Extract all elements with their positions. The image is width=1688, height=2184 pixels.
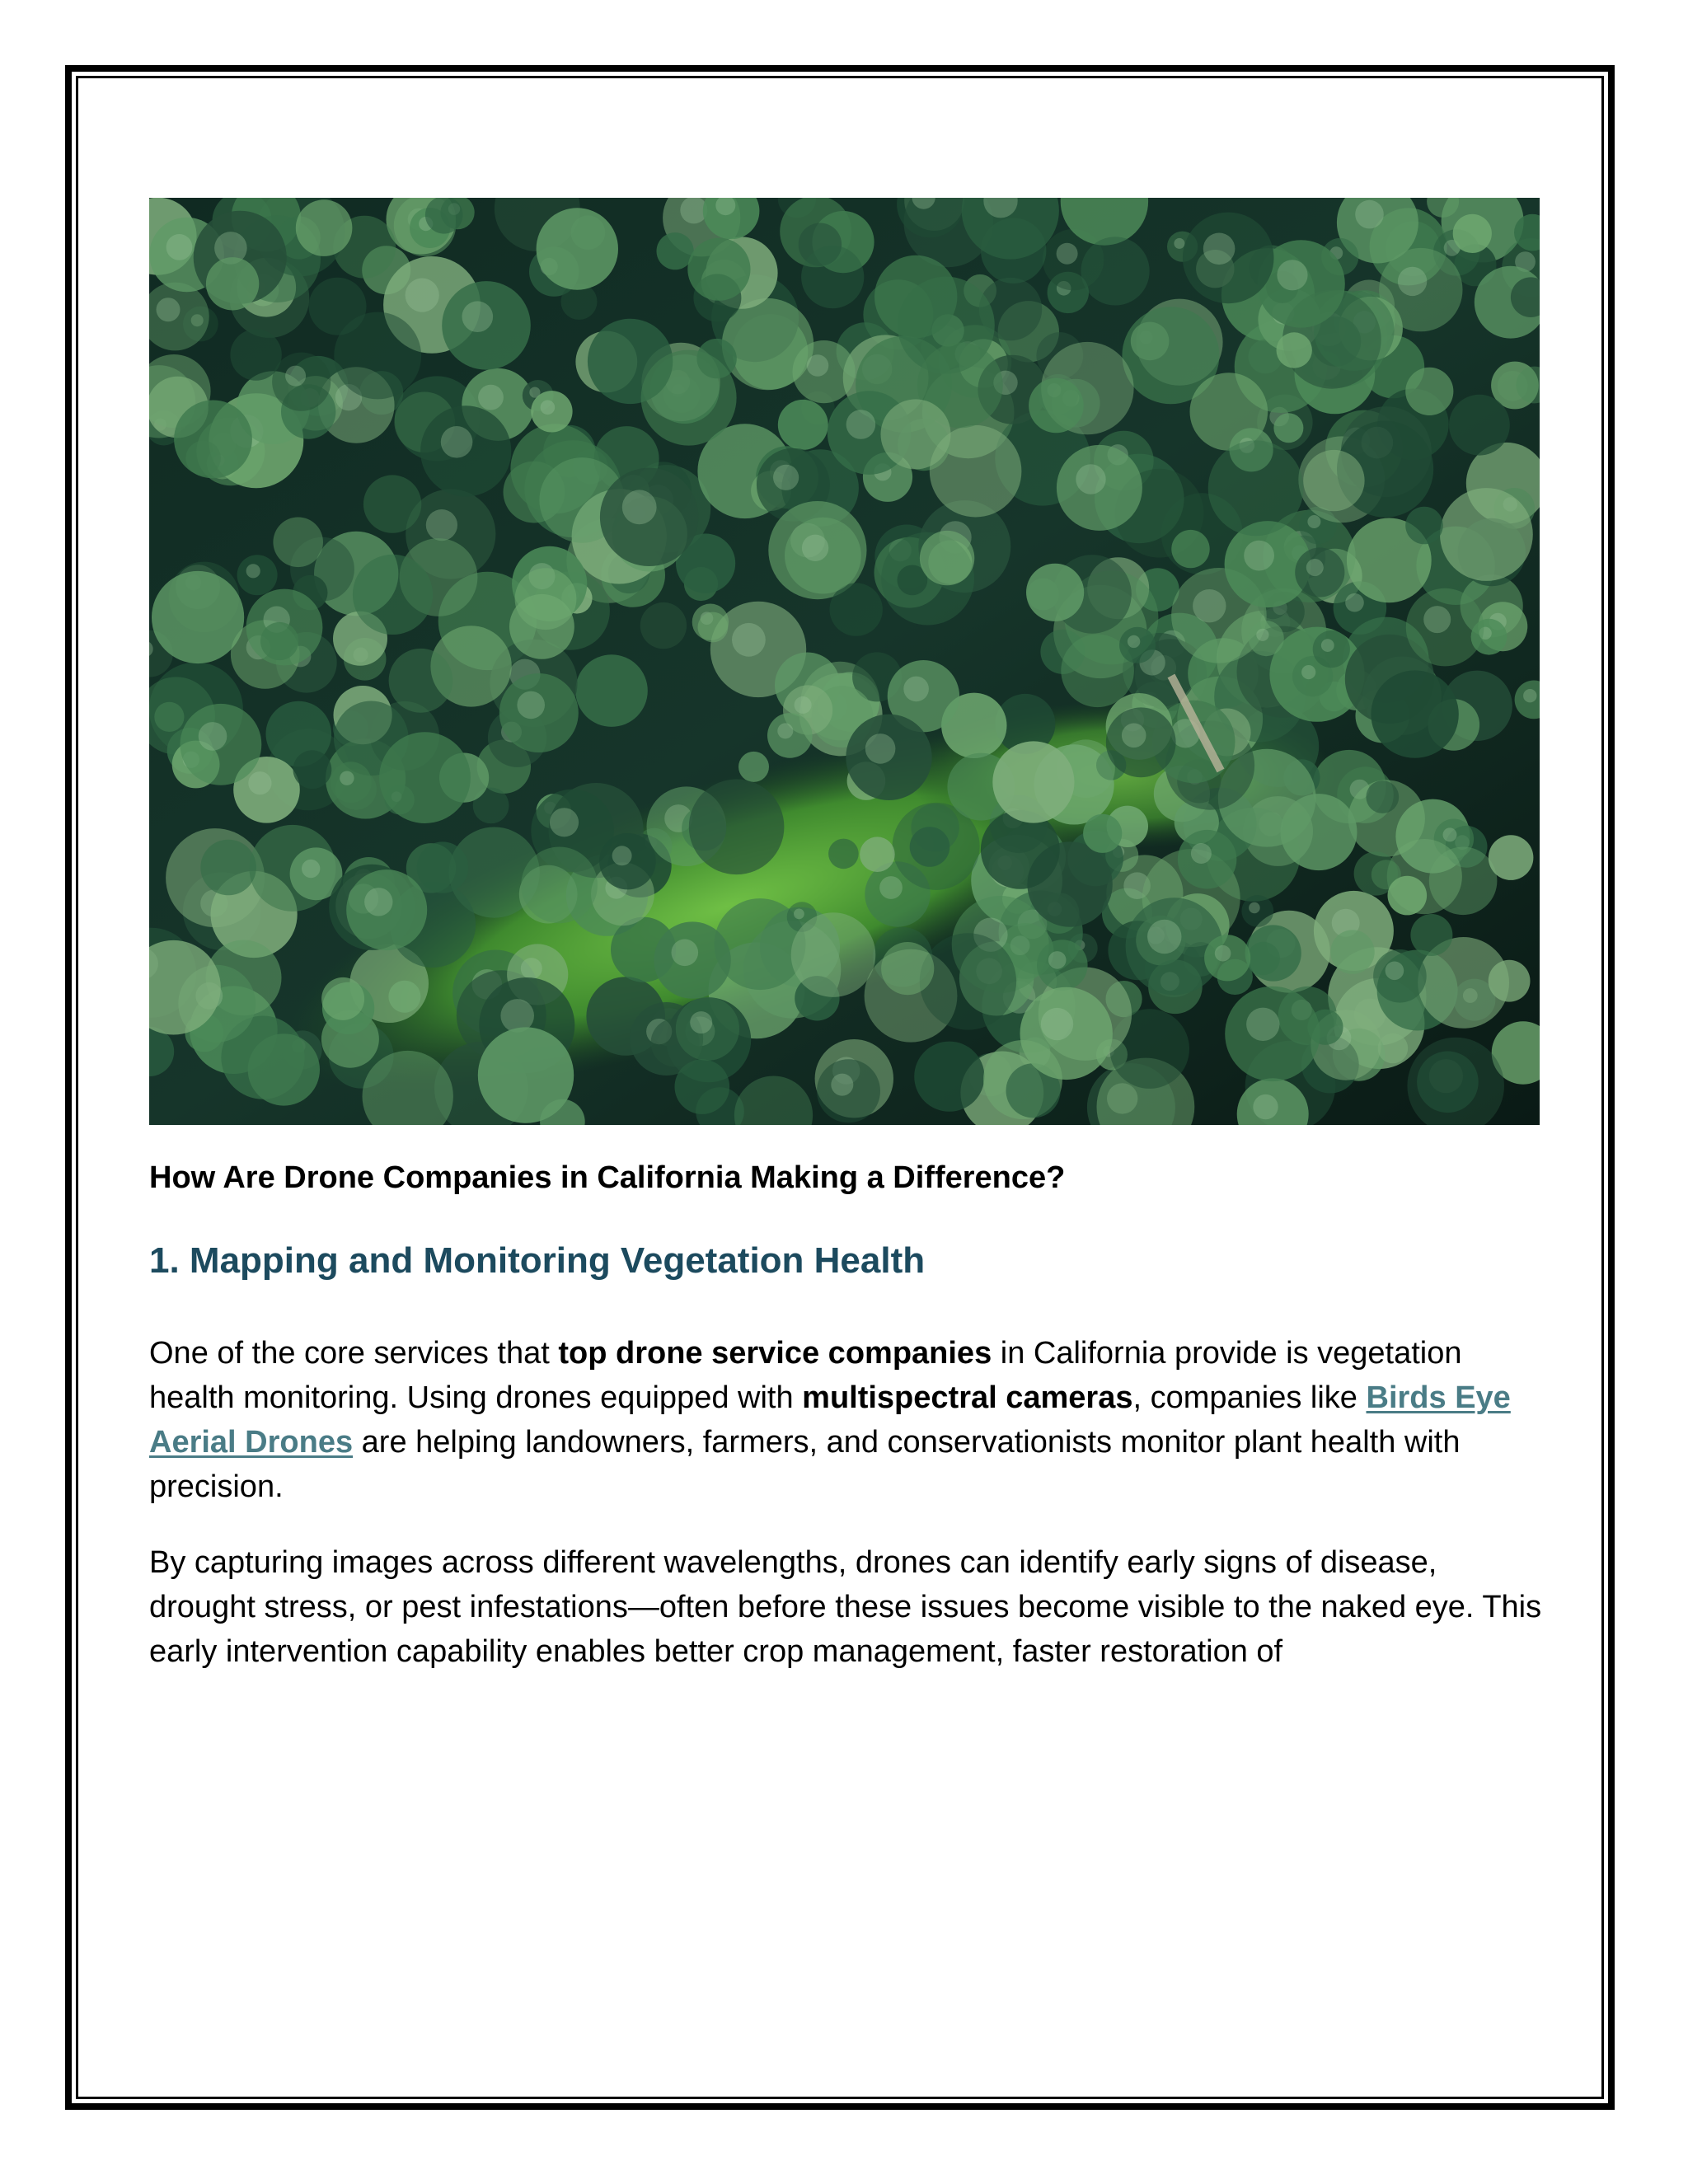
paragraph-text: One of the core services that	[149, 1336, 559, 1371]
birds-eye-aerial-drones-link[interactable]: Birds Eye Aerial Drones	[149, 1380, 1511, 1460]
forest-aerial-image	[149, 198, 1540, 1125]
paragraph-text: are helping landowners, farmers, and conservationists monitor plant health with precision.	[149, 1425, 1461, 1505]
bold-multispectral-cameras: multispectral cameras	[802, 1380, 1133, 1416]
section-question: How Are Drone Companies in California Making a Difference?	[149, 1160, 1066, 1195]
article-content	[149, 1158, 1542, 1705]
section-heading: 1. Mapping and Monitoring Vegetation Health	[149, 1240, 926, 1282]
paragraph-vegetation-monitoring	[149, 1331, 1542, 1509]
paragraph-text: , companies like	[1132, 1380, 1367, 1416]
paragraph-text: in California provide is vegetation health monitoring. Using drones equipped with	[149, 1336, 1462, 1416]
bold-top-drone-service-companies: top drone service companies	[558, 1336, 992, 1371]
paragraph-wavelengths: By capturing images across different wavelengths, drones can identify early signs of disease, drought stress, or pest infestations—often before these issues become visible to the naked eye. This early intervention capability enables better crop management, faster restoration of	[149, 1545, 1542, 1670]
